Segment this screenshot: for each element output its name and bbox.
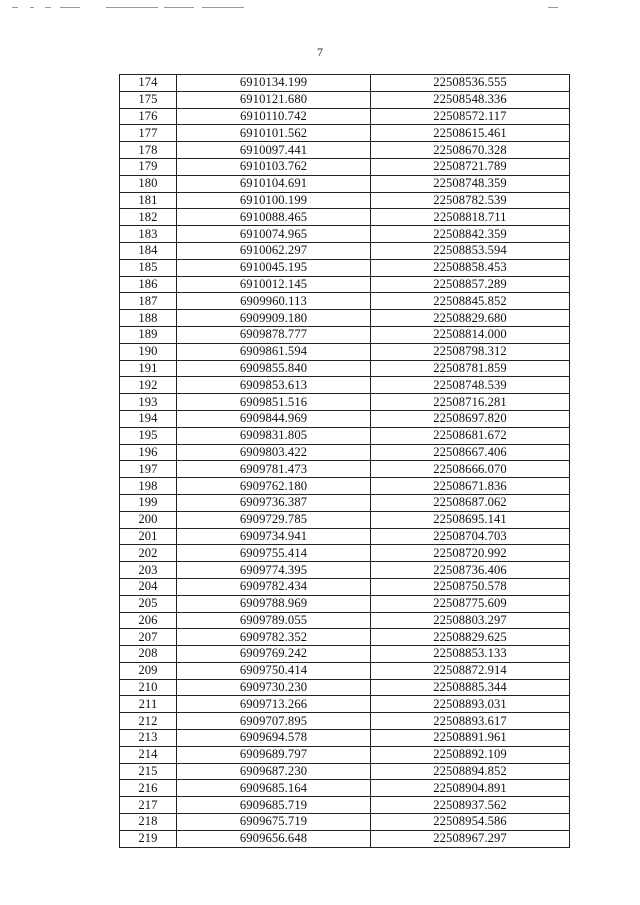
x-coordinate-cell: 6909689.797 — [177, 746, 371, 763]
x-coordinate-cell: 6909789.055 — [177, 612, 371, 629]
table-row — [120, 494, 570, 511]
table-row — [120, 612, 570, 629]
x-coordinate-cell: 6910100.199 — [177, 192, 371, 209]
table-row — [120, 713, 570, 730]
y-coordinate-cell: 22508666.070 — [371, 461, 570, 478]
x-coordinate-cell: 6909675.719 — [177, 814, 371, 831]
table-row — [120, 629, 570, 646]
x-coordinate-cell: 6909851.516 — [177, 394, 371, 411]
table-row — [120, 192, 570, 209]
x-coordinate-cell: 6909687.230 — [177, 763, 371, 780]
x-coordinate-cell: 6909707.895 — [177, 713, 371, 730]
point-number-cell: 198 — [120, 478, 177, 495]
y-coordinate-cell: 22508829.680 — [371, 310, 570, 327]
y-coordinate-cell: 22508536.555 — [371, 75, 570, 92]
table-row — [120, 444, 570, 461]
y-coordinate-cell: 22508681.672 — [371, 427, 570, 444]
table-row — [120, 545, 570, 562]
point-number-cell: 193 — [120, 394, 177, 411]
x-coordinate-cell: 6910097.441 — [177, 142, 371, 159]
y-coordinate-cell: 22508967.297 — [371, 830, 570, 847]
point-number-cell: 209 — [120, 662, 177, 679]
point-number-cell: 194 — [120, 410, 177, 427]
point-number-cell: 196 — [120, 444, 177, 461]
y-coordinate-cell: 22508894.852 — [371, 763, 570, 780]
point-number-cell: 179 — [120, 158, 177, 175]
y-coordinate-cell: 22508697.820 — [371, 410, 570, 427]
table-row — [120, 377, 570, 394]
point-number-cell: 192 — [120, 377, 177, 394]
y-coordinate-cell: 22508954.586 — [371, 814, 570, 831]
table-row — [120, 797, 570, 814]
table-row — [120, 730, 570, 747]
y-coordinate-cell: 22508687.062 — [371, 494, 570, 511]
x-coordinate-cell: 6910101.562 — [177, 125, 371, 142]
point-number-cell: 214 — [120, 746, 177, 763]
x-coordinate-cell: 6909736.387 — [177, 494, 371, 511]
point-number-cell: 181 — [120, 192, 177, 209]
table-row — [120, 326, 570, 343]
x-coordinate-cell: 6909788.969 — [177, 595, 371, 612]
point-number-cell: 178 — [120, 142, 177, 159]
table-row — [120, 461, 570, 478]
y-coordinate-cell: 22508858.453 — [371, 259, 570, 276]
table-row — [120, 511, 570, 528]
table-row — [120, 595, 570, 612]
point-number-cell: 215 — [120, 763, 177, 780]
x-coordinate-cell: 6909803.422 — [177, 444, 371, 461]
scan-artifacts — [0, 7, 640, 11]
y-coordinate-cell: 22508798.312 — [371, 343, 570, 360]
x-coordinate-cell: 6909729.785 — [177, 511, 371, 528]
y-coordinate-cell: 22508891.961 — [371, 730, 570, 747]
table-row — [120, 763, 570, 780]
x-coordinate-cell: 6909782.434 — [177, 578, 371, 595]
table-row — [120, 830, 570, 847]
point-number-cell: 197 — [120, 461, 177, 478]
point-number-cell: 199 — [120, 494, 177, 511]
point-number-cell: 206 — [120, 612, 177, 629]
table-row — [120, 242, 570, 259]
y-coordinate-cell: 22508893.617 — [371, 713, 570, 730]
y-coordinate-cell: 22508748.539 — [371, 377, 570, 394]
point-number-cell: 204 — [120, 578, 177, 595]
x-coordinate-cell: 6909713.266 — [177, 696, 371, 713]
x-coordinate-cell: 6909855.840 — [177, 360, 371, 377]
x-coordinate-cell: 6909694.578 — [177, 730, 371, 747]
y-coordinate-cell: 22508667.406 — [371, 444, 570, 461]
x-coordinate-cell: 6909960.113 — [177, 293, 371, 310]
y-coordinate-cell: 22508818.711 — [371, 209, 570, 226]
table-row — [120, 108, 570, 125]
x-coordinate-cell: 6909853.613 — [177, 377, 371, 394]
x-coordinate-cell: 6909769.242 — [177, 646, 371, 663]
y-coordinate-cell: 22508842.359 — [371, 226, 570, 243]
x-coordinate-cell: 6909730.230 — [177, 679, 371, 696]
page-number: 7 — [317, 45, 323, 59]
y-coordinate-cell: 22508857.289 — [371, 276, 570, 293]
point-number-cell: 207 — [120, 629, 177, 646]
table-row — [120, 226, 570, 243]
table-row — [120, 276, 570, 293]
y-coordinate-cell: 22508572.117 — [371, 108, 570, 125]
y-coordinate-cell: 22508893.031 — [371, 696, 570, 713]
point-number-cell: 188 — [120, 310, 177, 327]
y-coordinate-cell: 22508548.336 — [371, 91, 570, 108]
point-number-cell: 202 — [120, 545, 177, 562]
point-number-cell: 211 — [120, 696, 177, 713]
point-number-cell: 203 — [120, 562, 177, 579]
point-number-cell: 186 — [120, 276, 177, 293]
x-coordinate-cell: 6909844.969 — [177, 410, 371, 427]
x-coordinate-cell: 6910103.762 — [177, 158, 371, 175]
x-coordinate-cell: 6909685.164 — [177, 780, 371, 797]
point-number-cell: 216 — [120, 780, 177, 797]
point-number-cell: 175 — [120, 91, 177, 108]
point-number-cell: 184 — [120, 242, 177, 259]
y-coordinate-cell: 22508845.852 — [371, 293, 570, 310]
point-number-cell: 183 — [120, 226, 177, 243]
point-number-cell: 191 — [120, 360, 177, 377]
table-row — [120, 679, 570, 696]
point-number-cell: 176 — [120, 108, 177, 125]
y-coordinate-cell: 22508720.992 — [371, 545, 570, 562]
table-row — [120, 427, 570, 444]
table-row — [120, 562, 570, 579]
point-number-cell: 174 — [120, 75, 177, 92]
y-coordinate-cell: 22508829.625 — [371, 629, 570, 646]
y-coordinate-cell: 22508885.344 — [371, 679, 570, 696]
y-coordinate-cell: 22508775.609 — [371, 595, 570, 612]
table-row — [120, 696, 570, 713]
point-number-cell: 200 — [120, 511, 177, 528]
x-coordinate-cell: 6909685.719 — [177, 797, 371, 814]
x-coordinate-cell: 6909909.180 — [177, 310, 371, 327]
table-row — [120, 780, 570, 797]
y-coordinate-cell: 22508872.914 — [371, 662, 570, 679]
x-coordinate-cell: 6910104.691 — [177, 175, 371, 192]
y-coordinate-cell: 22508704.703 — [371, 528, 570, 545]
x-coordinate-cell: 6909774.395 — [177, 562, 371, 579]
point-number-cell: 182 — [120, 209, 177, 226]
table-row — [120, 293, 570, 310]
table-row — [120, 662, 570, 679]
y-coordinate-cell: 22508937.562 — [371, 797, 570, 814]
x-coordinate-cell: 6910121.680 — [177, 91, 371, 108]
x-coordinate-cell: 6910088.465 — [177, 209, 371, 226]
y-coordinate-cell: 22508814.000 — [371, 326, 570, 343]
point-number-cell: 218 — [120, 814, 177, 831]
point-number-cell: 201 — [120, 528, 177, 545]
y-coordinate-cell: 22508736.406 — [371, 562, 570, 579]
y-coordinate-cell: 22508803.297 — [371, 612, 570, 629]
table-row — [120, 158, 570, 175]
table-row — [120, 360, 570, 377]
x-coordinate-cell: 6909755.414 — [177, 545, 371, 562]
point-number-cell: 190 — [120, 343, 177, 360]
table-row — [120, 394, 570, 411]
y-coordinate-cell: 22508781.859 — [371, 360, 570, 377]
x-coordinate-cell: 6909750.414 — [177, 662, 371, 679]
coordinates-table — [119, 74, 570, 848]
y-coordinate-cell: 22508671.836 — [371, 478, 570, 495]
table-row — [120, 746, 570, 763]
x-coordinate-cell: 6909831.805 — [177, 427, 371, 444]
table-row — [120, 125, 570, 142]
point-number-cell: 195 — [120, 427, 177, 444]
coordinates-table-body — [120, 75, 570, 848]
y-coordinate-cell: 22508721.789 — [371, 158, 570, 175]
point-number-cell: 213 — [120, 730, 177, 747]
x-coordinate-cell: 6910134.199 — [177, 75, 371, 92]
y-coordinate-cell: 22508853.594 — [371, 242, 570, 259]
x-coordinate-cell: 6910110.742 — [177, 108, 371, 125]
table-row — [120, 75, 570, 92]
table-row — [120, 310, 570, 327]
y-coordinate-cell: 22508716.281 — [371, 394, 570, 411]
y-coordinate-cell: 22508782.539 — [371, 192, 570, 209]
table-row — [120, 814, 570, 831]
point-number-cell: 219 — [120, 830, 177, 847]
table-row — [120, 142, 570, 159]
point-number-cell: 205 — [120, 595, 177, 612]
y-coordinate-cell: 22508695.141 — [371, 511, 570, 528]
point-number-cell: 177 — [120, 125, 177, 142]
table-row — [120, 91, 570, 108]
table-row — [120, 478, 570, 495]
y-coordinate-cell: 22508615.461 — [371, 125, 570, 142]
x-coordinate-cell: 6910062.297 — [177, 242, 371, 259]
table-row — [120, 578, 570, 595]
x-coordinate-cell: 6910012.145 — [177, 276, 371, 293]
x-coordinate-cell: 6910074.965 — [177, 226, 371, 243]
x-coordinate-cell: 6909781.473 — [177, 461, 371, 478]
y-coordinate-cell: 22508853.133 — [371, 646, 570, 663]
point-number-cell: 187 — [120, 293, 177, 310]
x-coordinate-cell: 6909782.352 — [177, 629, 371, 646]
table-row — [120, 175, 570, 192]
y-coordinate-cell: 22508750.578 — [371, 578, 570, 595]
x-coordinate-cell: 6910045.195 — [177, 259, 371, 276]
point-number-cell: 189 — [120, 326, 177, 343]
y-coordinate-cell: 22508748.359 — [371, 175, 570, 192]
x-coordinate-cell: 6909734.941 — [177, 528, 371, 545]
table-row — [120, 343, 570, 360]
table-row — [120, 209, 570, 226]
point-number-cell: 180 — [120, 175, 177, 192]
x-coordinate-cell: 6909878.777 — [177, 326, 371, 343]
point-number-cell: 217 — [120, 797, 177, 814]
table-row — [120, 528, 570, 545]
table-row — [120, 410, 570, 427]
table-row — [120, 646, 570, 663]
point-number-cell: 212 — [120, 713, 177, 730]
x-coordinate-cell: 6909762.180 — [177, 478, 371, 495]
x-coordinate-cell: 6909861.594 — [177, 343, 371, 360]
point-number-cell: 208 — [120, 646, 177, 663]
point-number-cell: 185 — [120, 259, 177, 276]
point-number-cell: 210 — [120, 679, 177, 696]
y-coordinate-cell: 22508670.328 — [371, 142, 570, 159]
x-coordinate-cell: 6909656.648 — [177, 830, 371, 847]
table-row — [120, 259, 570, 276]
y-coordinate-cell: 22508892.109 — [371, 746, 570, 763]
y-coordinate-cell: 22508904.891 — [371, 780, 570, 797]
